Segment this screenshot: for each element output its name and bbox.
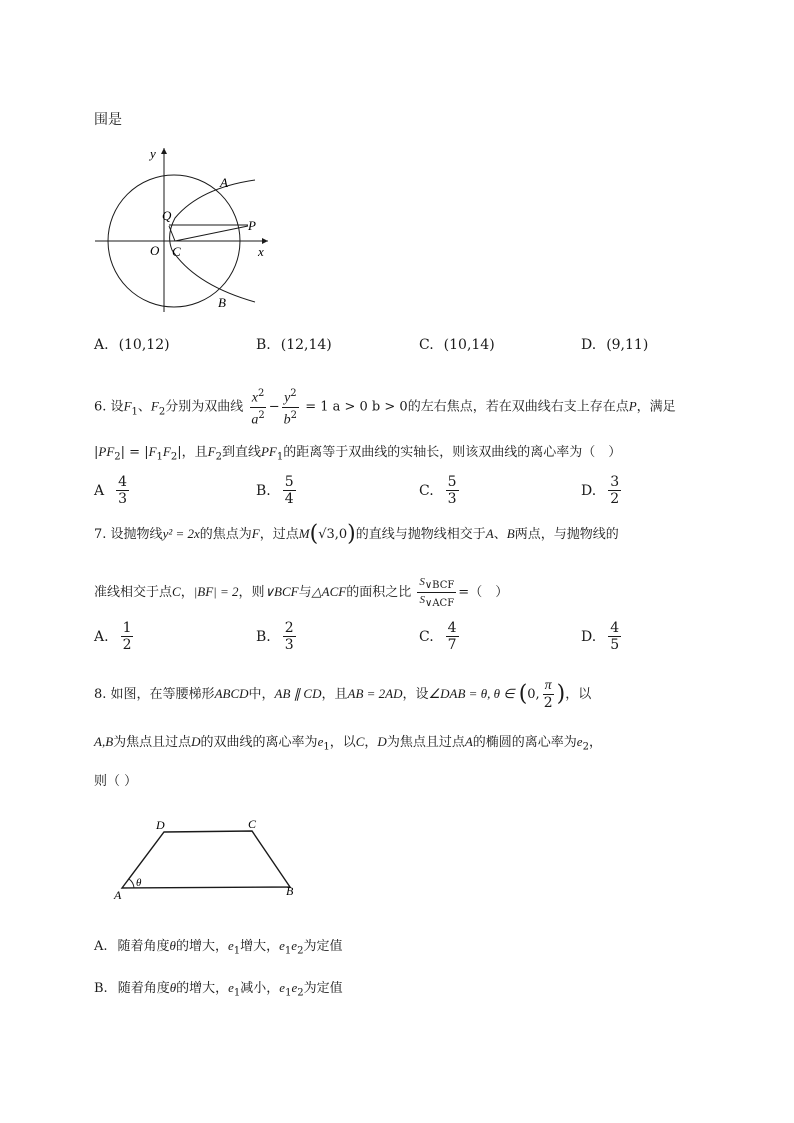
- q6-option-d[interactable]: D. $\frac{3}{2}$: [581, 474, 620, 507]
- label-a: A: [220, 175, 228, 190]
- q5-option-a[interactable]: A. (10,12): [94, 337, 170, 353]
- q5-option-d[interactable]: D. (9,11): [581, 337, 649, 353]
- label-q: Q: [162, 208, 172, 223]
- q8-option-b[interactable]: B. 随着角度θ的增大，$e_1$减小，$e_1e_2$为定值: [94, 980, 343, 999]
- label-y: y: [150, 146, 156, 161]
- label-d: D: [156, 818, 165, 832]
- label-p: P: [248, 218, 256, 233]
- label-o: O: [150, 243, 160, 258]
- intro-text: 围是: [94, 112, 122, 128]
- q7-stem-line2: 准线相交于点C，|BF| = 2，则∨BCF与△ACF的面积之比 $\frac{S_{\vee BCF}}{S_{\vee ACF}}$ =（ ）: [94, 576, 509, 610]
- label-c: C: [248, 817, 257, 831]
- q6-stem-line2: $|PF_2| = |F_1F_2|$，且$F_2$到直线$PF_1$的距离等于双曲线的实轴长，则该双曲线的离心率为（ ）: [94, 444, 622, 463]
- q6-option-c[interactable]: C. $\frac{5}{3}$: [419, 474, 457, 507]
- q7-option-c[interactable]: C. $\frac{4}{7}$: [419, 620, 457, 653]
- trapezoid: [122, 831, 290, 888]
- figure-circle-parabola: [90, 140, 280, 315]
- q6-stem-line1: 6. 设$F_1$、$F_2$分别为双曲线 $\frac{x^2}{a^2}$ − $\frac{y^2}{b^2}$ = 1 a > 0 b > 0的左右焦点，若在双曲线右支上存在点P，满足: [94, 388, 676, 428]
- label-b: B: [218, 295, 226, 310]
- q8-stem-line1: 8. 如图，在等腰梯形ABCD中，AB ∥ CD，且AB = 2AD，设∠DAB = θ, θ ∈ (0, $\frac{\pi}{2}$ )，以: [94, 678, 592, 711]
- q7-stem-line1: 7. 设抛物线y² = 2x的焦点为F，过点M(√3,0)的直线与抛物线相交于A、B两点，与抛物线的: [94, 521, 619, 547]
- q7-option-d[interactable]: D. $\frac{4}{5}$: [581, 620, 620, 653]
- q5-option-b[interactable]: B. (12,14): [256, 337, 332, 353]
- figure-trapezoid: [112, 815, 302, 905]
- q8-stem-line2: A,B为焦点且过点D的双曲线的离心率为$e_1$，以C，D为焦点且过点A的椭圆的离心率为$e_2$，: [94, 734, 602, 753]
- q6-option-b[interactable]: B. $\frac{5}{4}$: [256, 474, 294, 507]
- label-b: B: [286, 884, 294, 898]
- segment-cp: [175, 226, 248, 241]
- q6-option-a[interactable]: A $\frac{4}{3}$: [94, 474, 128, 507]
- label-c: C: [172, 244, 181, 259]
- q8-option-a[interactable]: A. 随着角度θ的增大，$e_1$增大，$e_1e_2$为定值: [94, 938, 343, 957]
- angle-arc: [129, 879, 134, 888]
- label-a: A: [114, 888, 122, 902]
- q5-option-c[interactable]: C. (10,14): [419, 337, 495, 353]
- q7-option-a[interactable]: A. $\frac{1}{2}$: [94, 620, 132, 653]
- label-theta: θ: [136, 877, 142, 889]
- q7-option-b[interactable]: B. $\frac{2}{3}$: [256, 620, 294, 653]
- label-x: x: [258, 244, 264, 259]
- q8-stem-line3: 则（ ）: [94, 774, 138, 789]
